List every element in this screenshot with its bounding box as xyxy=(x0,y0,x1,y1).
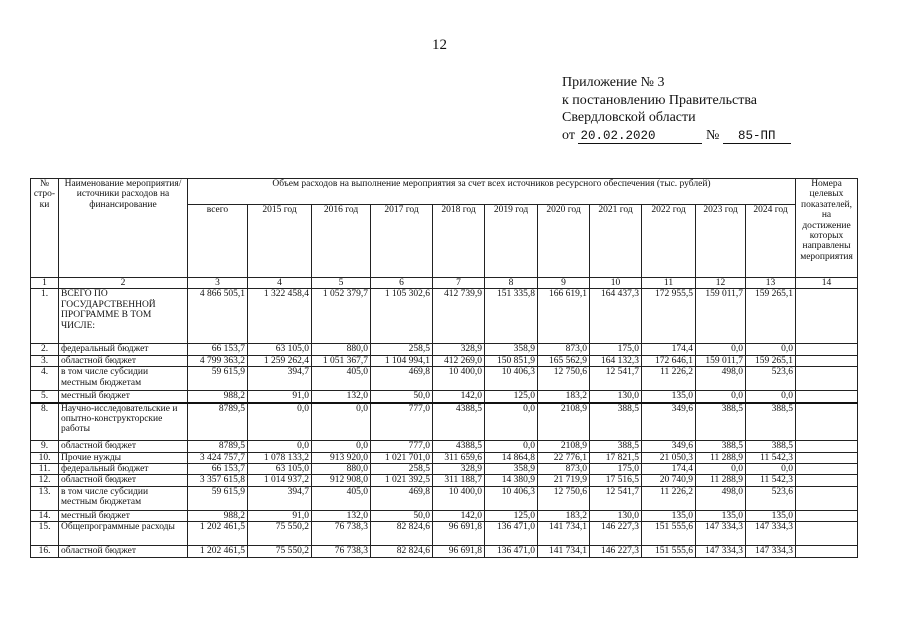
value-cell: 1 104 994,1 xyxy=(371,355,433,366)
value-cell: 142,0 xyxy=(433,510,485,521)
column-number: 2 xyxy=(59,278,188,289)
value-cell: 146 227,3 xyxy=(590,546,642,557)
value-cell: 394,7 xyxy=(248,367,312,391)
value-cell: 164 437,3 xyxy=(590,289,642,344)
value-cell: 141 734,1 xyxy=(538,522,590,546)
value-cell: 0,0 xyxy=(312,441,371,452)
value-cell: 349,6 xyxy=(642,403,696,441)
value-cell: 132,0 xyxy=(312,510,371,521)
value-cell: 0,0 xyxy=(746,344,796,355)
table-row xyxy=(31,522,858,546)
row-name-cell: местный бюджет xyxy=(59,510,188,521)
value-cell: 0,0 xyxy=(248,441,312,452)
row-number-cell: 11. xyxy=(31,463,59,474)
value-cell: 1 052 379,7 xyxy=(312,289,371,344)
value-cell: 880,0 xyxy=(312,344,371,355)
value-cell: 4 866 505,1 xyxy=(188,289,248,344)
value-cell: 1 202 461,5 xyxy=(188,546,248,557)
value-cell: 132,0 xyxy=(312,391,371,403)
value-cell: 59 615,9 xyxy=(188,367,248,391)
table-row xyxy=(31,367,858,391)
value-cell: 166 619,1 xyxy=(538,289,590,344)
value-cell: 76 738,3 xyxy=(312,522,371,546)
value-cell: 1 322 458,4 xyxy=(248,289,312,344)
targets-cell xyxy=(796,486,858,510)
value-cell: 388,5 xyxy=(746,403,796,441)
targets-cell xyxy=(796,475,858,486)
row-name-cell: федеральный бюджет xyxy=(59,344,188,355)
table-row xyxy=(31,344,858,355)
row-number-cell: 5. xyxy=(31,391,59,403)
value-cell: 96 691,8 xyxy=(433,522,485,546)
value-cell: 172 955,5 xyxy=(642,289,696,344)
targets-cell xyxy=(796,344,858,355)
value-cell: 75 550,2 xyxy=(248,546,312,557)
value-cell: 988,2 xyxy=(188,391,248,403)
value-cell: 11 288,9 xyxy=(696,475,746,486)
value-cell: 0,0 xyxy=(312,403,371,441)
value-cell: 11 542,3 xyxy=(746,452,796,463)
value-cell: 63 105,0 xyxy=(248,344,312,355)
row-name-cell: областной бюджет xyxy=(59,441,188,452)
value-cell: 14 380,9 xyxy=(485,475,538,486)
value-cell: 66 153,7 xyxy=(188,463,248,474)
value-cell: 388,5 xyxy=(590,441,642,452)
value-cell: 1 078 133,2 xyxy=(248,452,312,463)
row-number-cell: 4. xyxy=(31,367,59,391)
appendix-block xyxy=(562,74,791,144)
value-cell: 147 334,3 xyxy=(696,546,746,557)
header-year: 2023 год xyxy=(696,205,746,278)
targets-cell xyxy=(796,441,858,452)
targets-cell xyxy=(796,522,858,546)
appendix-title: Приложение № 3 xyxy=(562,75,665,90)
value-cell: 1 014 937,2 xyxy=(248,475,312,486)
row-name-cell: областной бюджет xyxy=(59,546,188,557)
table-row xyxy=(31,475,858,486)
table-row xyxy=(31,391,858,403)
header-targets: Номера целевых показателей, на достижение которых направлены мероприятия xyxy=(796,179,858,278)
value-cell: 175,0 xyxy=(590,344,642,355)
column-number: 1 xyxy=(31,278,59,289)
value-cell: 11 226,2 xyxy=(642,367,696,391)
value-cell: 1 259 262,4 xyxy=(248,355,312,366)
row-name-cell: ВСЕГО ПО ГОСУДАРСТВЕННОЙ ПРОГРАММЕ В ТОМ ЧИСЛЕ: xyxy=(59,289,188,344)
table-row xyxy=(31,463,858,474)
value-cell: 164 132,3 xyxy=(590,355,642,366)
value-cell: 349,6 xyxy=(642,441,696,452)
value-cell: 50,0 xyxy=(371,391,433,403)
value-cell: 10 406,3 xyxy=(485,367,538,391)
value-cell: 147 334,3 xyxy=(746,546,796,557)
value-cell: 498,0 xyxy=(696,486,746,510)
value-cell: 1 021 392,5 xyxy=(371,475,433,486)
header-year: 2015 год xyxy=(248,205,312,278)
value-cell: 11 226,2 xyxy=(642,486,696,510)
column-number: 10 xyxy=(590,278,642,289)
value-cell: 174,4 xyxy=(642,344,696,355)
header-year: 2019 год xyxy=(485,205,538,278)
row-number-cell: 8. xyxy=(31,403,59,441)
number-prefix: № xyxy=(705,127,720,143)
value-cell: 159 011,7 xyxy=(696,355,746,366)
value-cell: 159 011,7 xyxy=(696,289,746,344)
value-cell: 63 105,0 xyxy=(248,463,312,474)
row-number-cell: 10. xyxy=(31,452,59,463)
header-name: Наименование мероприятия/ источники расходов на финансирование xyxy=(59,179,188,278)
value-cell: 0,0 xyxy=(485,403,538,441)
table-row xyxy=(31,355,858,366)
value-cell: 913 920,0 xyxy=(312,452,371,463)
value-cell: 10 400,0 xyxy=(433,367,485,391)
targets-cell xyxy=(796,391,858,403)
value-cell: 147 334,3 xyxy=(746,522,796,546)
value-cell: 388,5 xyxy=(696,403,746,441)
value-cell: 412 269,0 xyxy=(433,355,485,366)
value-cell: 75 550,2 xyxy=(248,522,312,546)
value-cell: 21 719,9 xyxy=(538,475,590,486)
header-year: 2018 год xyxy=(433,205,485,278)
value-cell: 328,9 xyxy=(433,344,485,355)
header-year: 2016 год xyxy=(312,205,371,278)
value-cell: 17 821,5 xyxy=(590,452,642,463)
value-cell: 988,2 xyxy=(188,510,248,521)
value-cell: 1 021 701,0 xyxy=(371,452,433,463)
table-row xyxy=(31,486,858,510)
column-number: 12 xyxy=(696,278,746,289)
value-cell: 2108,9 xyxy=(538,403,590,441)
appendix-date-line xyxy=(562,127,791,145)
value-cell: 172 646,1 xyxy=(642,355,696,366)
value-cell: 4 799 363,2 xyxy=(188,355,248,366)
targets-cell xyxy=(796,355,858,366)
value-cell: 1 051 367,7 xyxy=(312,355,371,366)
value-cell: 130,0 xyxy=(590,510,642,521)
value-cell: 258,5 xyxy=(371,463,433,474)
value-cell: 777,0 xyxy=(371,403,433,441)
value-cell: 12 541,7 xyxy=(590,486,642,510)
value-cell: 394,7 xyxy=(248,486,312,510)
table-row xyxy=(31,289,858,344)
value-cell: 2108,9 xyxy=(538,441,590,452)
value-cell: 777,0 xyxy=(371,441,433,452)
value-cell: 311 659,6 xyxy=(433,452,485,463)
resolution-date: 20.02.2020 xyxy=(578,130,702,144)
value-cell: 22 776,1 xyxy=(538,452,590,463)
column-number: 7 xyxy=(433,278,485,289)
value-cell: 523,6 xyxy=(746,367,796,391)
value-cell: 59 615,9 xyxy=(188,486,248,510)
value-cell: 96 691,8 xyxy=(433,546,485,557)
header-year: 2024 год xyxy=(746,205,796,278)
header-volume: Объем расходов на выполнение мероприятия за счет всех источников ресурсного обеспечения (тыс. рублей) xyxy=(188,179,796,205)
value-cell: 388,5 xyxy=(590,403,642,441)
value-cell: 11 542,3 xyxy=(746,475,796,486)
value-cell: 0,0 xyxy=(248,403,312,441)
column-number: 14 xyxy=(796,278,858,289)
value-cell: 165 562,9 xyxy=(538,355,590,366)
value-cell: 130,0 xyxy=(590,391,642,403)
header-year: 2022 год xyxy=(642,205,696,278)
value-cell: 12 750,6 xyxy=(538,486,590,510)
value-cell: 50,0 xyxy=(371,510,433,521)
value-cell: 136 471,0 xyxy=(485,522,538,546)
value-cell: 0,0 xyxy=(696,463,746,474)
value-cell: 175,0 xyxy=(590,463,642,474)
value-cell: 0,0 xyxy=(696,391,746,403)
value-cell: 159 265,1 xyxy=(746,289,796,344)
value-cell: 183,2 xyxy=(538,510,590,521)
value-cell: 8789,5 xyxy=(188,403,248,441)
date-prefix: от xyxy=(562,127,575,143)
value-cell: 0,0 xyxy=(746,463,796,474)
value-cell: 12 750,6 xyxy=(538,367,590,391)
value-cell: 358,9 xyxy=(485,344,538,355)
appendix-line-region: Свердловской области xyxy=(562,110,696,125)
value-cell: 82 824,6 xyxy=(371,522,433,546)
value-cell: 10 406,3 xyxy=(485,486,538,510)
value-cell: 82 824,6 xyxy=(371,546,433,557)
value-cell: 873,0 xyxy=(538,344,590,355)
value-cell: 0,0 xyxy=(485,441,538,452)
row-number-cell: 3. xyxy=(31,355,59,366)
value-cell: 76 738,3 xyxy=(312,546,371,557)
resolution-number: 85-ПП xyxy=(723,130,791,144)
value-cell: 328,9 xyxy=(433,463,485,474)
appendix-line-resolution: к постановлению Правительства xyxy=(562,92,758,108)
value-cell: 151 555,6 xyxy=(642,546,696,557)
value-cell: 20 740,9 xyxy=(642,475,696,486)
column-number: 4 xyxy=(248,278,312,289)
row-name-cell: федеральный бюджет xyxy=(59,463,188,474)
value-cell: 135,0 xyxy=(696,510,746,521)
targets-cell xyxy=(796,463,858,474)
row-name-cell: в том числе субсидии местным бюджетам xyxy=(59,486,188,510)
value-cell: 912 908,0 xyxy=(312,475,371,486)
value-cell: 151 555,6 xyxy=(642,522,696,546)
value-cell: 4388,5 xyxy=(433,441,485,452)
value-cell: 405,0 xyxy=(312,367,371,391)
value-cell: 21 050,3 xyxy=(642,452,696,463)
value-cell: 147 334,3 xyxy=(696,522,746,546)
column-number: 13 xyxy=(746,278,796,289)
value-cell: 4388,5 xyxy=(433,403,485,441)
value-cell: 12 541,7 xyxy=(590,367,642,391)
value-cell: 388,5 xyxy=(696,441,746,452)
value-cell: 412 739,9 xyxy=(433,289,485,344)
value-cell: 311 188,7 xyxy=(433,475,485,486)
value-cell: 1 105 302,6 xyxy=(371,289,433,344)
header-total: всего xyxy=(188,205,248,278)
value-cell: 146 227,3 xyxy=(590,522,642,546)
column-number: 6 xyxy=(371,278,433,289)
row-number-cell: 9. xyxy=(31,441,59,452)
row-number-cell: 14. xyxy=(31,510,59,521)
row-name-cell: местный бюджет xyxy=(59,391,188,403)
value-cell: 151 335,8 xyxy=(485,289,538,344)
column-number: 3 xyxy=(188,278,248,289)
value-cell: 8789,5 xyxy=(188,441,248,452)
column-number: 11 xyxy=(642,278,696,289)
value-cell: 135,0 xyxy=(642,510,696,521)
value-cell: 258,5 xyxy=(371,344,433,355)
row-number-cell: 13. xyxy=(31,486,59,510)
value-cell: 91,0 xyxy=(248,391,312,403)
value-cell: 142,0 xyxy=(433,391,485,403)
value-cell: 873,0 xyxy=(538,463,590,474)
value-cell: 1 202 461,5 xyxy=(188,522,248,546)
row-name-cell: Научно-исследовательские и опытно-конструкторские работы xyxy=(59,403,188,441)
column-number-row xyxy=(31,278,858,289)
value-cell: 125,0 xyxy=(485,391,538,403)
row-name-cell: Прочие нужды xyxy=(59,452,188,463)
targets-cell xyxy=(796,452,858,463)
targets-cell xyxy=(796,367,858,391)
targets-cell xyxy=(796,403,858,441)
value-cell: 10 400,0 xyxy=(433,486,485,510)
row-number-cell: 1. xyxy=(31,289,59,344)
row-number-cell: 12. xyxy=(31,475,59,486)
value-cell: 880,0 xyxy=(312,463,371,474)
value-cell: 91,0 xyxy=(248,510,312,521)
value-cell: 159 265,1 xyxy=(746,355,796,366)
table-row xyxy=(31,452,858,463)
targets-cell xyxy=(796,546,858,557)
row-number-cell: 15. xyxy=(31,522,59,546)
row-number-cell: 16. xyxy=(31,546,59,557)
value-cell: 17 516,5 xyxy=(590,475,642,486)
value-cell: 66 153,7 xyxy=(188,344,248,355)
value-cell: 498,0 xyxy=(696,367,746,391)
table-row xyxy=(31,403,858,441)
value-cell: 135,0 xyxy=(746,510,796,521)
value-cell: 135,0 xyxy=(642,391,696,403)
value-cell: 3 357 615,8 xyxy=(188,475,248,486)
row-name-cell: в том числе субсидии местным бюджетам xyxy=(59,367,188,391)
value-cell: 405,0 xyxy=(312,486,371,510)
header-row-no: № стро-ки xyxy=(31,179,59,278)
column-number: 5 xyxy=(312,278,371,289)
value-cell: 150 851,9 xyxy=(485,355,538,366)
value-cell: 523,6 xyxy=(746,486,796,510)
value-cell: 183,2 xyxy=(538,391,590,403)
value-cell: 469,8 xyxy=(371,486,433,510)
column-number: 9 xyxy=(538,278,590,289)
value-cell: 174,4 xyxy=(642,463,696,474)
value-cell: 358,9 xyxy=(485,463,538,474)
value-cell: 136 471,0 xyxy=(485,546,538,557)
column-number: 8 xyxy=(485,278,538,289)
header-year: 2020 год xyxy=(538,205,590,278)
header-year: 2017 год xyxy=(371,205,433,278)
table-row xyxy=(31,510,858,521)
table-row xyxy=(31,441,858,452)
targets-cell xyxy=(796,289,858,344)
row-number-cell: 2. xyxy=(31,344,59,355)
expenditure-table xyxy=(30,178,858,558)
value-cell: 14 864,8 xyxy=(485,452,538,463)
value-cell: 388,5 xyxy=(746,441,796,452)
table-row xyxy=(31,546,858,557)
row-name-cell: областной бюджет xyxy=(59,355,188,366)
page-number: 12 xyxy=(432,37,447,53)
row-name-cell: Общепрограммные расходы xyxy=(59,522,188,546)
row-name-cell: областной бюджет xyxy=(59,475,188,486)
value-cell: 0,0 xyxy=(746,391,796,403)
value-cell: 11 288,9 xyxy=(696,452,746,463)
value-cell: 0,0 xyxy=(696,344,746,355)
value-cell: 125,0 xyxy=(485,510,538,521)
header-year: 2021 год xyxy=(590,205,642,278)
value-cell: 141 734,1 xyxy=(538,546,590,557)
value-cell: 3 424 757,7 xyxy=(188,452,248,463)
value-cell: 469,8 xyxy=(371,367,433,391)
targets-cell xyxy=(796,510,858,521)
